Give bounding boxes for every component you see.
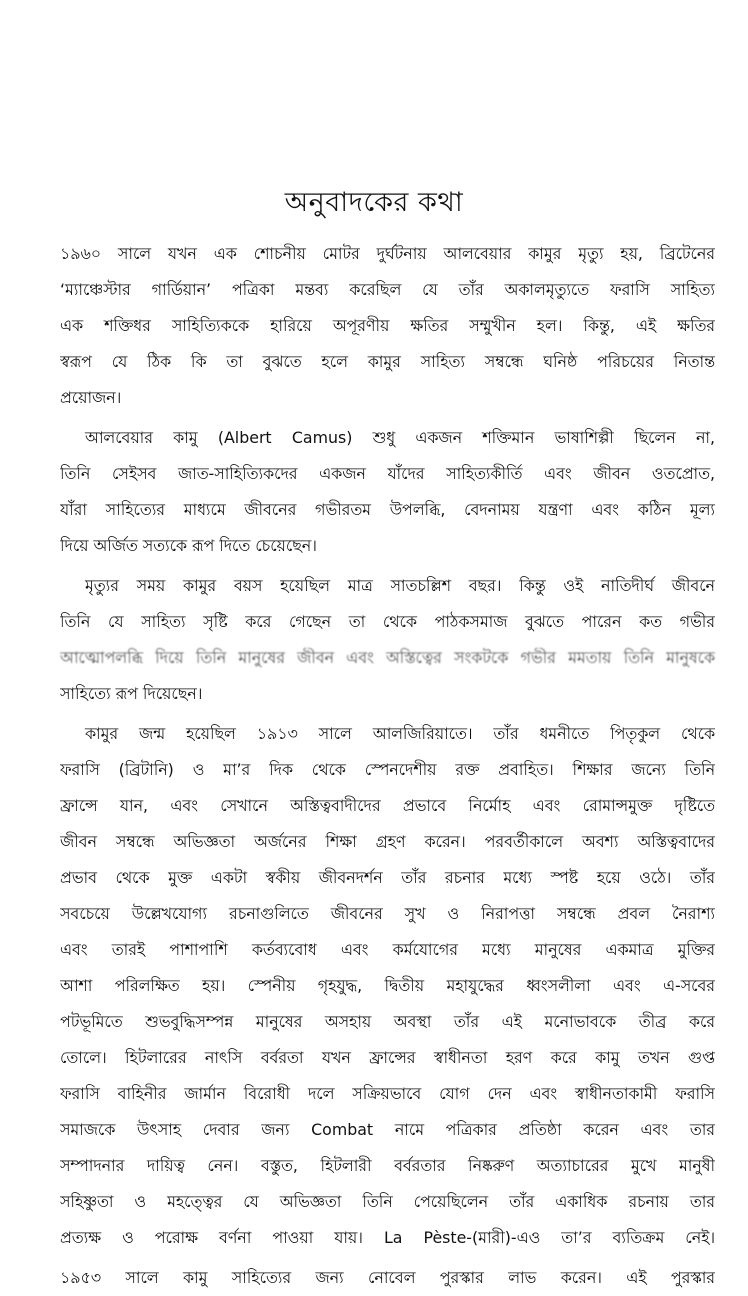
text-line: সমাজকে উৎসাহ দেবার জন্য Combat নামে পত্রিকার প্রতিষ্ঠা করেন এবং তার — [60, 1120, 715, 1139]
text-line: আলবেয়ার কামু (Albert Camus) শুধু একজন শক্তিমান ভাষাশিল্পী ছিলেন না, — [85, 428, 715, 447]
text-line: জীবন সম্বন্ধে অভিজ্ঞতা অর্জনের শিক্ষা গ্রহণ করেন। পরবর্তীকালে অবশ্য অস্তিত্ববাদের — [60, 832, 715, 851]
text-line: প্রয়োজন। — [60, 388, 122, 407]
body-text — [60, 236, 715, 1296]
text-line: ফরাসি (ব্রিটানি) ও মা’র দিক থেকে স্পেনদেশীয় রক্ত প্রবাহিত। শিক্ষার জন্যে তিনি — [60, 760, 715, 779]
text-line: সবচেয়ে উল্লেখযোগ্য রচনাগুলিতে জীবনের সুখ ও নিরাপত্তা সম্বন্ধে প্রবল নৈরাশ্য — [60, 904, 715, 923]
text-line: ‘ম্যাঞ্চেস্টার গার্ডিয়ান’ পত্রিকা মন্তব্য করেছিল যে তাঁর অকালমৃত্যুতে ফরাসি সাহিত্য — [60, 280, 715, 299]
text-line: স্বরূপ যে ঠিক কি তা বুঝতে হলে কামুর সাহিত্য সম্বন্ধে ঘনিষ্ঠ পরিচয়ের নিতান্ত — [60, 352, 715, 371]
text-line: তিনি সেইসব জাত-সাহিত্যিকদের একজন যাঁদের সাহিত্যকীর্তি এবং জীবন ওতপ্রোত, — [60, 464, 715, 483]
text-line: পটভূমিতে শুভবুদ্ধিসম্পন্ন মানুষের অসহায় অবস্থা তাঁর এই মনোভাবকে তীব্র করে — [60, 1012, 715, 1031]
text-line: তিনি যে সাহিত্য সৃষ্টি করে গেছেন তা থেকে পাঠকসমাজ বুঝতে পারেন কত গভীর — [60, 612, 715, 631]
paragraph-1 — [60, 236, 715, 416]
paragraph-5 — [60, 1260, 715, 1296]
text-line: ফ্রান্সে যান, এবং সেখানে অস্তিত্ববাদীদের প্রভাবে নির্মোহ এবং রোমান্সমুক্ত দৃষ্টিতে — [60, 796, 715, 815]
text-line: প্রভাব থেকে মুক্ত একটা স্বকীয় জীবনদর্শন তাঁর রচনার মধ্যে স্পষ্ট হয়ে ওঠে। তাঁর — [60, 868, 715, 887]
text-line: প্রত্যক্ষ ও পরোক্ষ বর্ণনা পাওয়া যায়। La Pèste-(মারী)-এও তা’র ব্যতিক্রম নেই। — [60, 1228, 715, 1247]
text-line: তোলে। হিটলারের নাৎসি বর্বরতা যখন ফ্রান্সের স্বাধীনতা হরণ করে কামু তখন গুপ্ত — [60, 1048, 715, 1067]
text-line: যাঁরা সাহিত্যের মাধ্যমে জীবনের গভীরতম উপলব্ধি, বেদনাময় যন্ত্রণা এবং কঠিন মূল্য — [60, 500, 715, 519]
text-line: এবং তারই পাশাপাশি কর্তব্যবোধ এবং কর্মযোগের মধ্যে মানুষের একমাত্র মুক্তির — [60, 940, 715, 959]
paragraph-3 — [60, 568, 715, 712]
paragraph-2 — [60, 420, 715, 564]
paragraph-4 — [60, 716, 715, 1256]
text-line: ১৯৬০ সালে যখন এক শোচনীয় মোটর দুর্ঘটনায় আলবেয়ার কামুর মৃত্যু হয়, ব্রিটেনের — [60, 244, 715, 263]
text-line: ফরাসি বাহিনীর জার্মান বিরোধী দলে সক্রিয়ভাবে যোগ দেন এবং স্বাধীনতাকামী ফরাসি — [60, 1084, 715, 1103]
text-line: দিয়ে অর্জিত সত্যকে রূপ দিতে চেয়েছেন। — [60, 536, 317, 555]
text-line: এক শক্তিধর সাহিত্যিককে হারিয়ে অপূরণীয় ক্ষতির সম্মুখীন হল। কিন্তু, এই ক্ষতির — [60, 316, 715, 335]
text-line: সহিষ্ণুতা ও মহত্ত্বের যে অভিজ্ঞতা তিনি পেয়েছিলেন তাঁর একাধিক রচনায় তার — [60, 1192, 715, 1211]
text-line: মৃত্যুর সময় কামুর বয়স হয়েছিল মাত্র সাতচল্লিশ বছর। কিন্তু ওই নাতিদীর্ঘ জীবনে — [85, 576, 715, 595]
blurred-text-line: আত্মোপলব্ধি দিয়ে তিনি মানুষের জীবন এবং অস্তিত্বের সংকটকে গভীর মমতায় তিনি মানুষকে — [60, 648, 715, 667]
text-line: সাহিত্যে রূপ দিয়েছেন। — [60, 684, 203, 703]
text-line: কামুর জন্ম হয়েছিল ১৯১৩ সালে আলজিরিয়াতে। তাঁর ধমনীতে পিতৃকুল থেকে — [85, 724, 715, 743]
page-title: অনুবাদকের কথা — [284, 187, 464, 218]
text-line: আশা পরিলক্ষিত হয়। স্পেনীয় গৃহযুদ্ধ, দ্বিতীয় মহাযুদ্ধের ধ্বংসলীলা এবং এ-সবের — [60, 976, 715, 995]
text-line: সম্পাদনার দায়িত্ব নেন। বস্তুত, হিটলারী বর্বরতার নিষ্করুণ অত্যাচারের মুখে মানুষী — [60, 1156, 715, 1175]
text-line: ১৯৫৩ সালে কামু সাহিত্যের জন্য নোবেল পুরস্কার লাভ করেন। এই পুরস্কার — [60, 1268, 715, 1287]
